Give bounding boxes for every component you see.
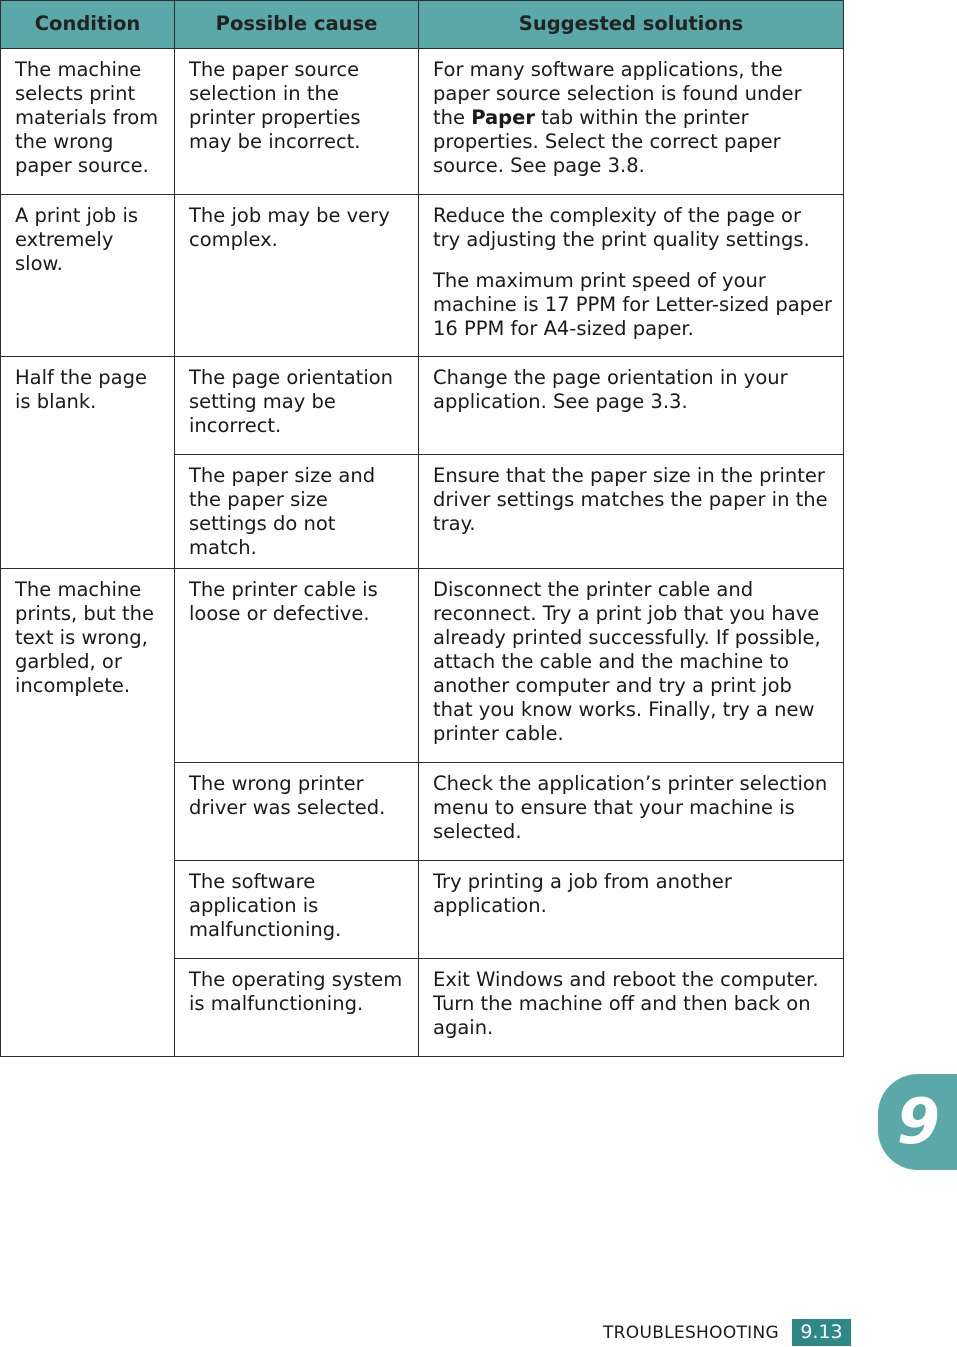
condition-cell: The machine selects print materials from the wrong paper source.: [1, 49, 175, 195]
cause-cell: The paper size and the paper size settings do not match.: [175, 455, 419, 569]
solution-cell: Ensure that the paper size in the printer driver settings matches the paper in the tray.: [419, 455, 844, 569]
header-possible-cause: Possible cause: [175, 1, 419, 49]
solution-cell: Change the page orientation in your application. See page 3.3.: [419, 357, 844, 455]
solution-cell: Reduce the complexity of the page or try adjusting the print quality settings. The maximum print speed of your machine is 17 PPM for Letter-sized paper 16 PPM for A4-sized paper.: [419, 195, 844, 357]
condition-cell: A print job is extremely slow.: [1, 195, 175, 357]
header-condition: Condition: [1, 1, 175, 49]
condition-cell: Half the page is blank.: [1, 357, 175, 569]
header-suggested-solutions: Suggested solutions: [419, 1, 844, 49]
table-row: [1, 569, 844, 763]
paper-tab-label: Paper: [471, 106, 535, 129]
solution-cell: Exit Windows and reboot the computer. Turn the machine off and then back on again.: [419, 959, 844, 1057]
condition-cell: The machine prints, but the text is wrong, garbled, or incomplete.: [1, 569, 175, 1057]
table-header-row: [1, 1, 844, 49]
cause-cell: The wrong printer driver was selected.: [175, 763, 419, 861]
section-title: TROUBLESHOOTING: [602, 1323, 779, 1343]
table-row: [1, 49, 844, 195]
cause-cell: The page orientation setting may be incorrect.: [175, 357, 419, 455]
cause-cell: The software application is malfunctioning.: [175, 861, 419, 959]
solution-cell: Disconnect the printer cable and reconnect. Try a print job that you have already printed successfully. If possible, attach the cable and the machine to another computer and try a print job that you know works. Finally, try a new printer cable.: [419, 569, 844, 763]
cause-cell: The operating system is malfunctioning.: [175, 959, 419, 1057]
chapter-tab: 9: [878, 1074, 957, 1170]
cause-cell: The paper source selection in the printer properties may be incorrect.: [175, 49, 419, 195]
cause-cell: The job may be very complex.: [175, 195, 419, 357]
table-row: [1, 357, 844, 455]
page-footer: [0, 1319, 957, 1347]
solution-cell: Check the application’s printer selection menu to ensure that your machine is selected.: [419, 763, 844, 861]
solution-cell: For many software applications, the paper source selection is found under the Paper tab within the printer properties. Select the correct paper source. See page 3.8.: [419, 49, 844, 195]
cause-cell: The printer cable is loose or defective.: [175, 569, 419, 763]
solution-cell: Try printing a job from another application.: [419, 861, 844, 959]
page-number: 9.13: [792, 1319, 851, 1346]
table-row: [1, 195, 844, 357]
